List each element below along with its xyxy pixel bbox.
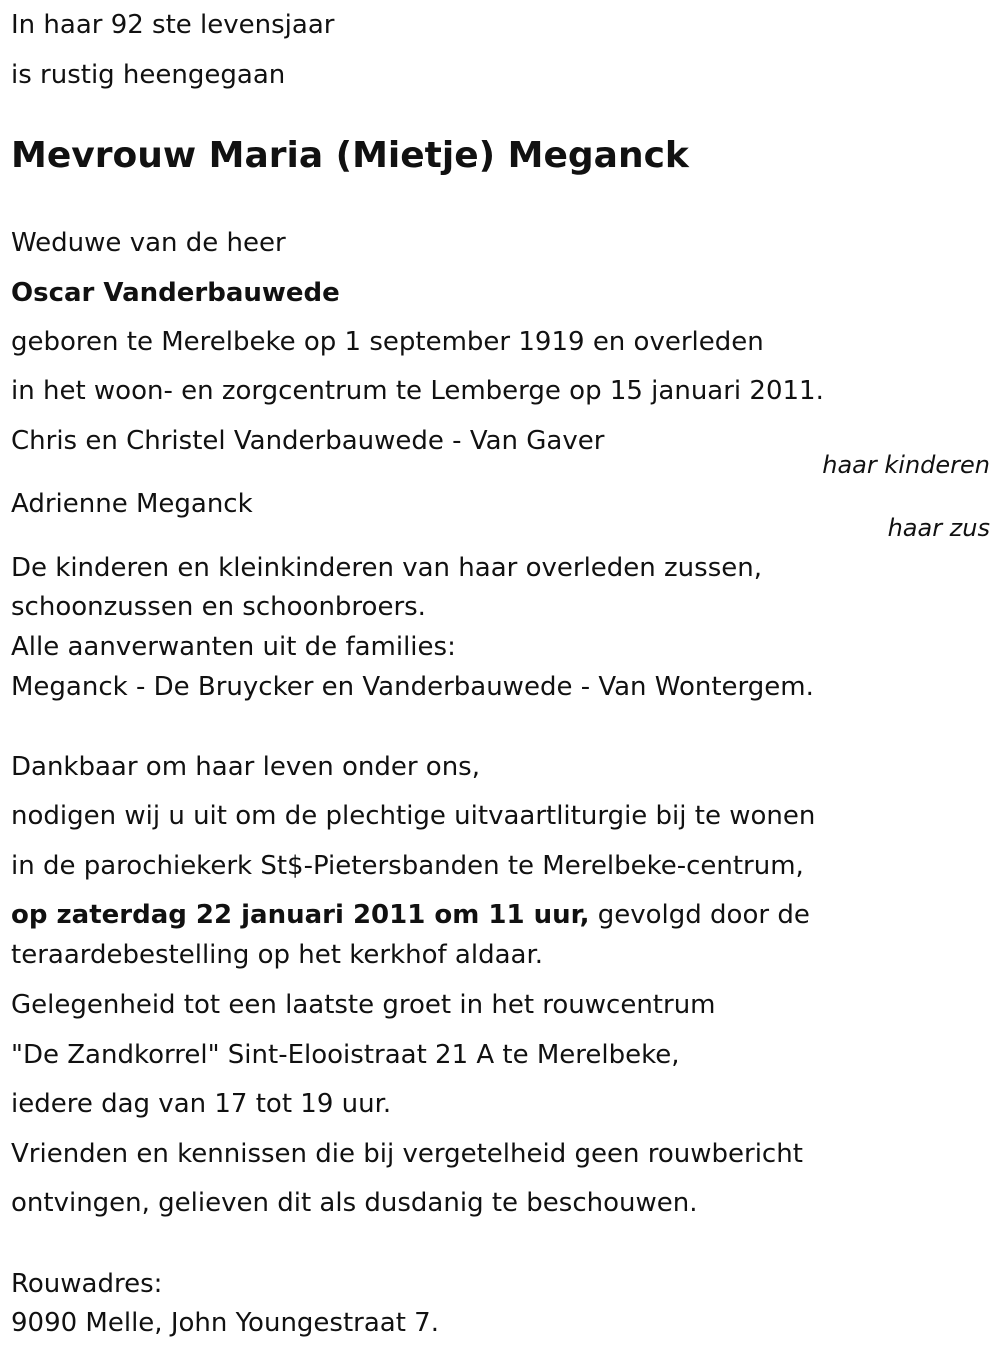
relatives-line-2: schoonzussen en schoonbroers. bbox=[11, 592, 426, 622]
birth-line: geboren te Merelbeke op 1 september 1919 en overleden bbox=[11, 327, 764, 357]
notice-line-2: ontvingen, gelieven dit als dusdanig te beschouwen. bbox=[11, 1188, 698, 1218]
relatives-line-3: Alle aanverwanten uit de families: bbox=[11, 632, 456, 662]
ceremony-date: op zaterdag 22 januari 2011 om 11 uur, bbox=[11, 900, 590, 930]
ceremony-date-line bbox=[11, 895, 810, 935]
visitation-line-1: Gelegenheid tot een laatste groet in het rouwcentrum bbox=[11, 990, 716, 1020]
ceremony-line-3: in de parochiekerk St$-Pietersbanden te Merelbeke-centrum, bbox=[11, 851, 804, 881]
visitation-line-3: iedere dag van 17 tot 19 uur. bbox=[11, 1089, 392, 1119]
death-line: in het woon- en zorgcentrum te Lemberge op 15 januari 2011. bbox=[11, 376, 824, 406]
ceremony-line-1: Dankbaar om haar leven onder ons, bbox=[11, 752, 480, 782]
sister-role: haar zus bbox=[887, 514, 990, 542]
relatives-line-4: Meganck - De Bruycker en Vanderbauwede - Van Wontergem. bbox=[11, 672, 814, 702]
intro-age: In haar 92 ste levensjaar bbox=[11, 10, 335, 40]
ceremony-line-5: teraardebestelling op het kerkhof aldaar. bbox=[11, 940, 544, 970]
spouse-prefix: Weduwe van de heer bbox=[11, 228, 286, 258]
spouse-name: Oscar Vanderbauwede bbox=[11, 278, 340, 308]
relatives-line-1: De kinderen en kleinkinderen van haar overleden zussen, bbox=[11, 553, 762, 583]
intro-passed: is rustig heengegaan bbox=[11, 60, 286, 90]
sister-name: Adrienne Meganck bbox=[11, 489, 253, 519]
address-label: Rouwadres: bbox=[11, 1269, 163, 1299]
children-role: haar kinderen bbox=[822, 451, 990, 479]
ceremony-date-rest: gevolgd door de bbox=[589, 900, 810, 930]
address-value: 9090 Melle, John Youngestraat 7. bbox=[11, 1308, 439, 1338]
deceased-name: Mevrouw Maria (Mietje) Meganck bbox=[11, 135, 689, 176]
notice-line-1: Vrienden en kennissen die bij vergetelheid geen rouwbericht bbox=[11, 1139, 803, 1169]
children-names: Chris en Christel Vanderbauwede - Van Gaver bbox=[11, 426, 605, 456]
ceremony-line-2: nodigen wij u uit om de plechtige uitvaartliturgie bij te wonen bbox=[11, 801, 816, 831]
visitation-line-2: "De Zandkorrel" Sint-Elooistraat 21 A te Merelbeke, bbox=[11, 1040, 680, 1070]
